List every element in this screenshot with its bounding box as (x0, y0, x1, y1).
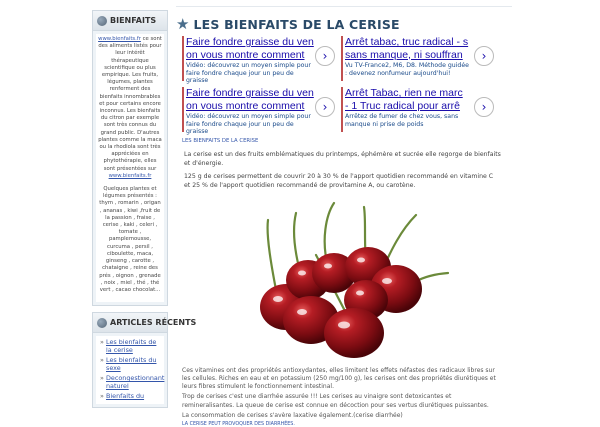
star-icon: ★ (176, 14, 190, 33)
article-paragraph: 125 g de cerises permettent de couvrir 20 à 30 % de l'apport quotidien recommandé en vitamine C et 25 % de l'apport quotidien recommandé de provitamine A, ou carotène. (184, 172, 494, 189)
footer-link[interactable]: LA CERISE PEUT PROVOQUER DES DIARRHÉES. (182, 421, 295, 427)
article-paragraph: La consommation de cerises s'avère laxative également.(cerise diarrhée) (182, 411, 403, 419)
chevron-right-icon[interactable]: › (474, 97, 494, 117)
ad-row (182, 36, 501, 85)
recent-article-link[interactable]: Decongestionnant naturel (106, 374, 165, 391)
article-paragraph: Ces vitamines ont des propriétés antioxydantes, elles limitent les effets néfastes des radicaux libres sur les cellules. Riches en eau et en potassium (250 mg/100 g), les cerises ont des propriétés diurétiques et leurs fibres stimulent le fonctionnement intestinal. (182, 367, 496, 391)
ad-title-line2[interactable]: on vous montre comment (186, 48, 305, 61)
bullet-icon (97, 318, 107, 328)
widget-bienfaits-header (93, 11, 167, 31)
ad-title-line2[interactable]: sans manque, ni souffran (345, 48, 463, 61)
left-sidebar (92, 10, 197, 414)
ad-item[interactable] (341, 36, 496, 81)
ad-block (182, 36, 501, 136)
list-item (100, 392, 162, 400)
list-item (100, 338, 162, 354)
bullet-icon (97, 16, 107, 26)
ad-title[interactable]: Arrêt Tabac, rien ne marc (345, 87, 463, 99)
site-link[interactable]: www.bienfaits.fr (98, 36, 141, 42)
article-paragraph: La cerise est un des fruits emblématiques du printemps, éphémère et sucrée elle regorge de bienfaits et d'énergie. (184, 151, 501, 168)
recent-article-link[interactable]: Les bienfaits de la cerise (106, 338, 157, 355)
ad-item[interactable] (341, 87, 496, 132)
widget-recent-body (96, 336, 164, 404)
widget-bienfaits (92, 10, 168, 306)
widget-title: BIENFAITS (110, 16, 157, 25)
cherries-image (216, 195, 456, 365)
list-item (100, 374, 165, 391)
chevron-right-icon[interactable]: › (474, 46, 494, 66)
intro-paragraph (98, 36, 162, 180)
main-content (176, 14, 501, 427)
page-title: LES BIENFAITS DE LA CERISE (193, 16, 400, 32)
chevron-right-icon[interactable]: › (315, 46, 335, 66)
ad-description: Arrêtez de fumer de chez vous, sans manque ni prise de poids (345, 113, 459, 128)
ad-title-line2[interactable]: - 1 Truc radical pour arrê (345, 99, 460, 112)
ad-title-line2[interactable]: on vous montre comment (186, 99, 305, 112)
article-paragraph: Trop de cerises c'est une diarrhée assurée !!! Les cerises au vinaigre sont detoxicantes et remineralisantes. La queue de cerise est connue en décoction pour ses vertus diurétiques puissantes. (182, 393, 489, 409)
list-item (100, 356, 162, 372)
widget-recent-articles (92, 312, 197, 408)
ad-description: Vidéo: découvrez un moyen simple pour faire fondre chaque jour un peu de graisse (186, 62, 311, 85)
ad-title[interactable]: Faire fondre graisse du ven (186, 87, 314, 99)
widget-title: ARTICLES RÉCENTS (110, 318, 197, 328)
page-header (176, 14, 501, 34)
ad-item[interactable] (182, 36, 337, 85)
ad-description: Vu TV-France2, M6, D8. Méthode guidée : devenez nonfumeur aujourd'hui! (345, 62, 469, 77)
recent-article-link[interactable]: Bienfaits du (106, 392, 145, 401)
recent-article-link[interactable]: Les bienfaits du sexe (106, 356, 157, 373)
ad-title[interactable]: Arrêt tabac, truc radical - s (345, 36, 469, 48)
cherries-photo (216, 195, 456, 365)
site-link-2[interactable]: www.bienfaits.fr (108, 172, 152, 179)
ad-row (182, 87, 501, 136)
ad-item[interactable] (182, 87, 337, 136)
plant-list-text: Quelques plantes et légumes présentés : thym , romarin , origan , ananas , kiwi ,fruit de la passion , fraise , cerise , kaki , celeri , tomate , pamplemousse, curcuma , persil , ciboulette, maca, ginseng , carotte , chataigne , reine des prés , oignon , grenade , noix , miel , thé , thé vert , cacao chocolat... (99, 186, 161, 293)
widget-bienfaits-body (96, 34, 164, 302)
widget-recent-header (93, 313, 197, 333)
top-divider (176, 6, 512, 7)
chevron-right-icon[interactable]: › (315, 97, 335, 117)
recent-articles-list (98, 338, 165, 401)
ad-title[interactable]: Faire fondre graisse du ven (186, 36, 314, 48)
intro-text: ce sont des aliments listés pour leur intérêt thérapeutique scientifique ou plus empirique. Les fruits, légumes, plantes renferment des bienfaits innombrables et pour certains encore inconnus. Les bienfaits du citron par exemple sont très connus du grand public. D'autres plantes comme la maca ou la rhodiola sont très appréciées en phytothérapie, elles sont présentées sur (98, 36, 162, 172)
section-title: LES BIENFAITS DE LA CERISE (182, 138, 259, 144)
ad-description: Vidéo: découvrez un moyen simple pour faire fondre chaque jour un peu de graisse (186, 113, 311, 136)
